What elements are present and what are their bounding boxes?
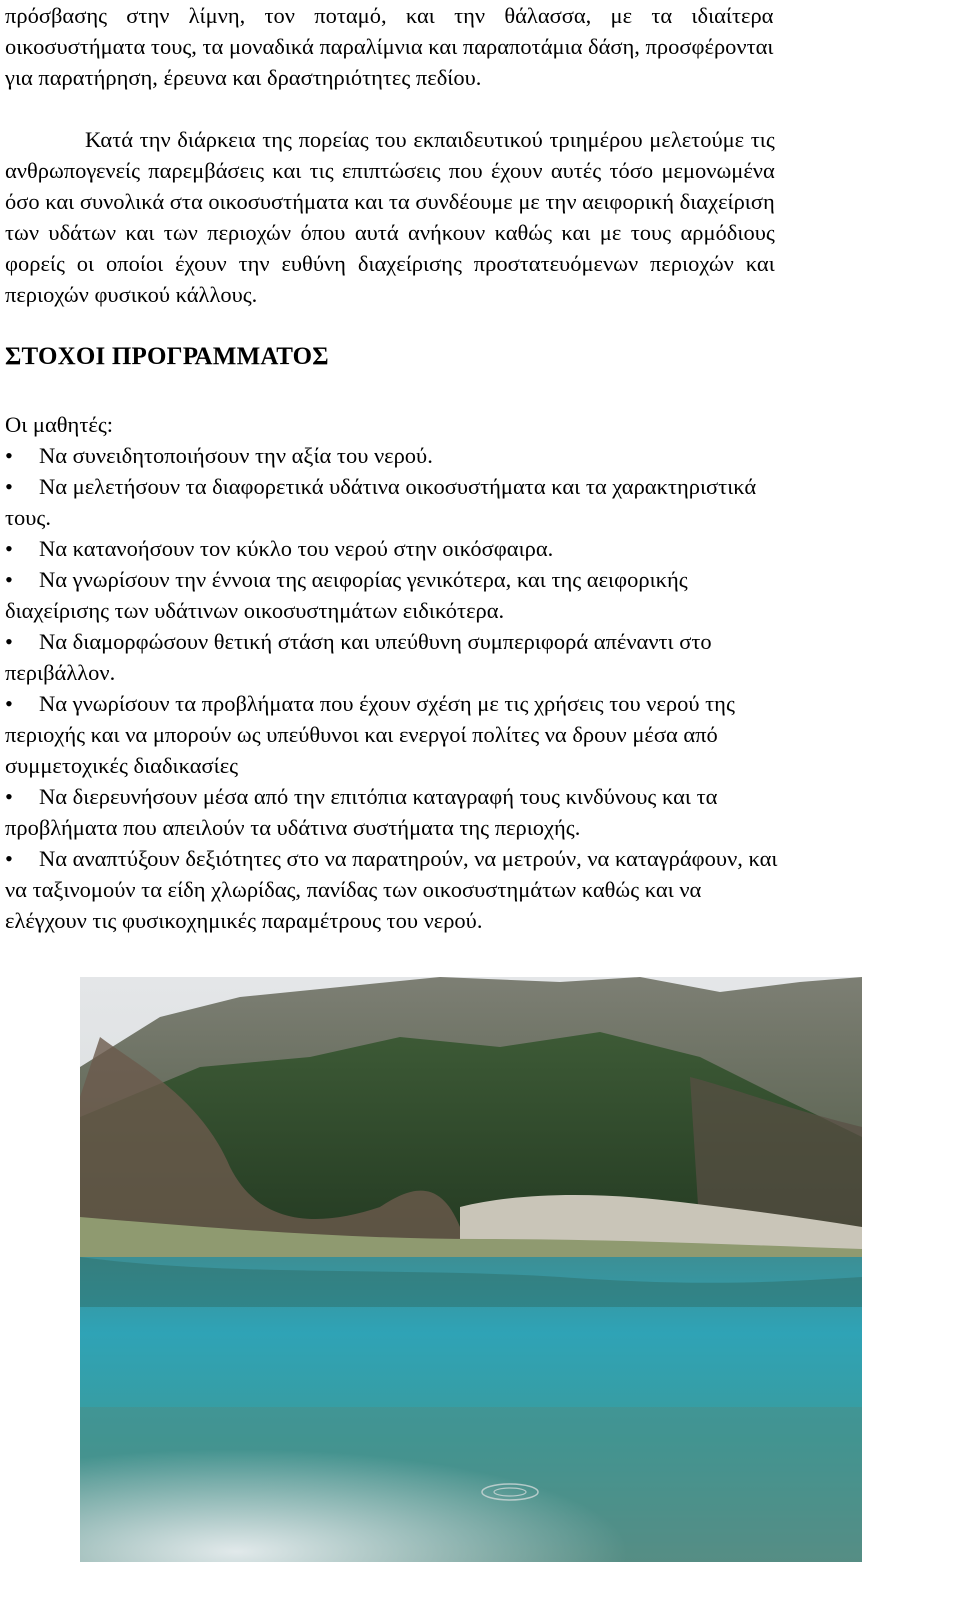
goal-line xyxy=(5,719,777,750)
bullet-icon: • xyxy=(5,474,13,499)
bullet-icon: • xyxy=(5,784,13,809)
goal-item xyxy=(5,533,777,564)
goal-text: διαχείρισης των υδάτινων οικοσυστημάτων ειδικότερα. xyxy=(5,598,505,623)
goal-item xyxy=(5,626,777,688)
goal-line xyxy=(5,471,777,502)
goal-text: Να μελετήσουν τα διαφορετικά υδάτινα οικοσυστήματα και τα χαρακτηριστικά xyxy=(39,474,757,499)
text-line: Κατά την διάρκεια της πορείας του εκπαιδευτικού τριημέρου μελετούμε τις xyxy=(85,127,775,152)
goal-item xyxy=(5,781,777,843)
goal-line xyxy=(5,502,777,533)
goal-text: Να κατανοήσουν τον κύκλο του νερού στην οικόσφαιρα. xyxy=(39,536,554,561)
bullet-icon: • xyxy=(5,536,13,561)
goal-text: τους. xyxy=(5,505,51,530)
goal-line xyxy=(5,812,777,843)
text-line: οικοσυστήματα τους, τα μοναδικά παραλίμνια και παραποτάμια δάση, προσφέρονται xyxy=(5,34,774,59)
goal-item xyxy=(5,688,777,781)
goal-line xyxy=(5,533,777,564)
goal-item xyxy=(5,471,777,533)
goal-line xyxy=(5,781,777,812)
text-line: πρόσβασης στην λίμνη, τον ποταμό, και την θάλασσα, με τα ιδιαίτερα xyxy=(5,3,774,28)
goal-text: περιβάλλον. xyxy=(5,660,116,685)
goal-text: Να αναπτύξουν δεξιότητες στο να παρατηρούν, να μετρούν, να καταγράφουν, και xyxy=(39,846,778,871)
bullet-icon: • xyxy=(5,691,13,716)
goal-line xyxy=(5,905,777,936)
goal-line xyxy=(5,688,777,719)
goal-text: συμμετοχικές διαδικασίες xyxy=(5,753,239,778)
text-line: για παρατήρηση, έρευνα και δραστηριότητες πεδίου. xyxy=(5,65,482,90)
paragraph-access xyxy=(5,0,773,93)
goal-text: Να γνωρίσουν την έννοια της αειφορίας γενικότερα, και της αειφορικής xyxy=(39,567,688,592)
bullet-icon: • xyxy=(5,629,13,654)
goal-line xyxy=(5,750,777,781)
bullet-icon: • xyxy=(5,443,13,468)
goal-line xyxy=(5,657,777,688)
lake-photo xyxy=(80,977,862,1562)
goal-line xyxy=(5,843,777,874)
goal-line xyxy=(5,564,777,595)
goal-item xyxy=(5,564,777,626)
section-heading: ΣΤΟΧΟΙ ΠΡΟΓΡΑΜΜΑΤΟΣ xyxy=(5,343,329,370)
bullet-icon: • xyxy=(5,846,13,871)
goals-list xyxy=(5,440,777,936)
text-line: φορείς οι οποίοι έχουν την ευθύνη διαχείρισης προστατευόμενων περιοχών και xyxy=(5,251,775,276)
goal-text: Να διερευνήσουν μέσα από την επιτόπια καταγραφή τους κινδύνους και τα xyxy=(39,784,718,809)
text-line: ανθρωπογενείς παρεμβάσεις και τις επιπτώσεις που έχουν αυτές τόσο μεμονωμένα xyxy=(5,158,775,183)
text-line: περιοχών φυσικού κάλλους. xyxy=(5,282,258,307)
goal-item xyxy=(5,843,777,936)
text-line: των υδάτων και των περιοχών όπου αυτά ανήκουν καθώς και με τους αρμόδιους xyxy=(5,220,775,245)
goal-text: ελέγχουν τις φυσικοχημικές παραμέτρους του νερού. xyxy=(5,908,483,933)
goal-text: Να γνωρίσουν τα προβλήματα που έχουν σχέση με τις χρήσεις του νερού της xyxy=(39,691,735,716)
paragraph-course xyxy=(5,124,775,310)
bullet-icon: • xyxy=(5,567,13,592)
goal-item xyxy=(5,440,777,471)
goal-line xyxy=(5,626,777,657)
goal-text: Να διαμορφώσουν θετική στάση και υπεύθυνη συμπεριφορά απέναντι στο xyxy=(39,629,712,654)
goal-line xyxy=(5,595,777,626)
goal-text: Να συνειδητοποιήσουν την αξία του νερού. xyxy=(39,443,433,468)
goal-text: περιοχής και να μπορούν ως υπεύθυνοι και ενεργοί πολίτες να δρουν μέσα από xyxy=(5,722,718,747)
goals-intro: Οι μαθητές: xyxy=(5,412,113,437)
goal-line xyxy=(5,440,777,471)
goal-line xyxy=(5,874,777,905)
text-line: όσο και συνολικά στα οικοσυστήματα και τα συνδέουμε με την αειφορική διαχείριση xyxy=(5,189,775,214)
goal-text: να ταξινομούν τα είδη χλωρίδας, πανίδας των οικοσυστημάτων καθώς και να xyxy=(5,877,702,902)
goal-text: προβλήματα που απειλούν τα υδάτινα συστήματα της περιοχής. xyxy=(5,815,581,840)
